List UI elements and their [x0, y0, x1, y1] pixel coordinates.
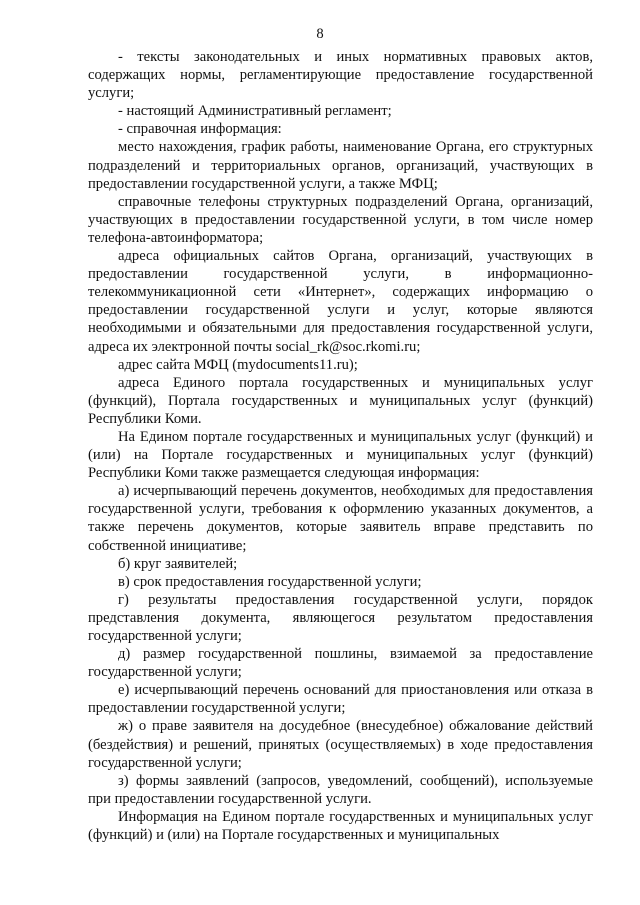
paragraph: - тексты законодательных и иных нормативных правовых актов, содержащих нормы, регламентирующие предоставление государственной услуги; — [88, 49, 593, 102]
paragraph: адреса Единого портала государственных и муниципальных услуг (функций), Портала государственных и муниципальных услуг (функций) Республики Коми. — [88, 374, 593, 427]
paragraph: в) срок предоставления государственной услуги; — [118, 573, 422, 590]
paragraph: адреса официальных сайтов Органа, организаций, участвующих в предоставлении государственной услуги, в информационно-телекоммуникационной сети «Интернет», содержащих информацию о предоставлении государственной услуги и услуг, которые являются необходимыми и обязательными для предоставления государственной услуги, адреса их электронной почты social_rk@soc.rkomi.ru; — [88, 248, 593, 355]
paragraph: ж) о праве заявителя на досудебное (внесудебное) обжалование действий (бездействия) и решений, принятых (осуществляемых) в ходе предоставления государственной услуги; — [88, 718, 593, 771]
paragraph: г) результаты предоставления государственной услуги, порядок представления документа, являющегося результатом предоставления государственной услуги; — [88, 591, 593, 644]
paragraph: - справочная информация: — [118, 121, 282, 138]
paragraph: е) исчерпывающий перечень оснований для приостановления или отказа в предоставлении государственной услуги; — [88, 682, 593, 717]
document-body — [88, 48, 593, 844]
paragraph: - настоящий Административный регламент; — [118, 103, 392, 120]
paragraph: д) размер государственной пошлины, взимаемой за предоставление государственной услуги; — [88, 646, 593, 681]
paragraph: з) формы заявлений (запросов, уведомлений, сообщений), используемые при предоставлении государственной услуги. — [88, 772, 593, 807]
paragraph: а) исчерпывающий перечень документов, необходимых для предоставления государственной услуги, требования к оформлению указанных документов, а также перечень документов, которые заявитель вправе представить по собственной инициативе; — [88, 483, 593, 554]
paragraph: место нахождения, график работы, наименование Органа, его структурных подразделений и территориальных органов, организаций, участвующих в предоставлении государственной услуги, а также МФЦ; — [88, 139, 593, 192]
paragraph: адрес сайта МФЦ (mydocuments11.ru); — [118, 356, 358, 373]
paragraph: б) круг заявителей; — [118, 555, 238, 572]
paragraph: На Едином портале государственных и муниципальных услуг (функций) и (или) на Портале государственных и муниципальных услуг (функций) Республики Коми также размещается следующая информация: — [88, 428, 593, 482]
paragraph: справочные телефоны структурных подразделений Органа, организаций, участвующих в предоставлении государственной услуги, в том числе номер телефона-автоинформатора; — [88, 193, 593, 246]
page-number: 8 — [316, 26, 324, 42]
paragraph: Информация на Едином портале государственных и муниципальных услуг (функций) и (или) на Портале государственных и муниципальных — [88, 808, 593, 844]
